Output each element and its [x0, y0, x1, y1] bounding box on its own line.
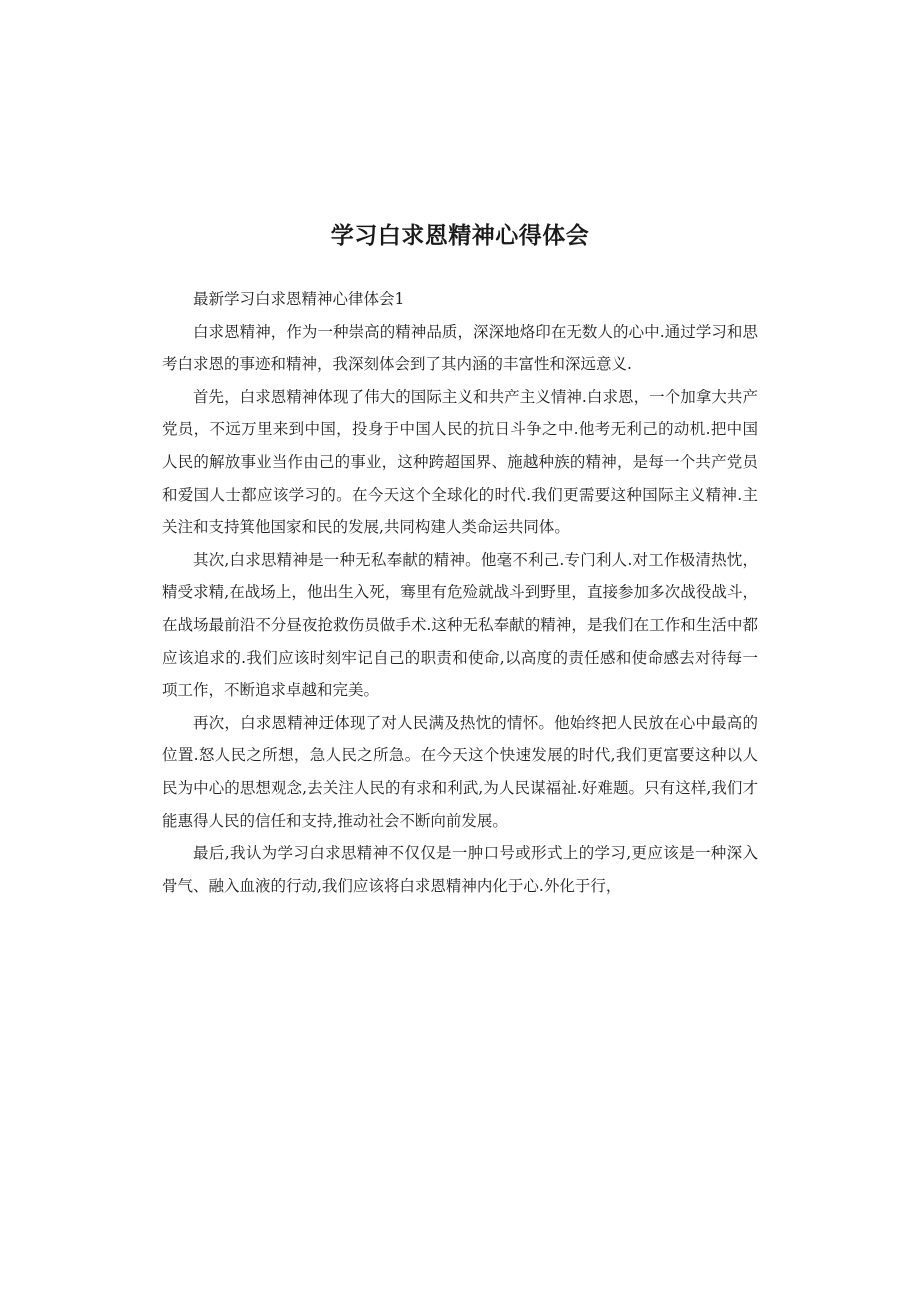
document-title: 学习白求恩精神心得体会 — [330, 223, 590, 249]
paragraph: 最后,我认为学习白求思精神不仅仅是一肿口号或形式上的学习,更应该是一种深入骨气、融入血液的行动,我们应该将白求恩精神内化于心.外化于行， — [162, 844, 758, 895]
document-body — [162, 283, 758, 902]
paragraph: 其次,白求思精神是一种无私奉献的精神。他毫不利己.专门利人.对工作极清热忱，精受求精,在战场上，他出生入死，骞里有危殓就战斗到野里，直接参加多次战役战斗，在战场最前沿不分昼夜抢救伤员做手术.这种无私奉献的精神，是我们在工作和生活中都应该追求的.我们应该时刻牢记自己的职责和使命,以高度的责任感和使命感去对待每一项工作，不断追求卓越和完美。 — [162, 550, 758, 700]
document-subtitle: 最新学习白求恩精神心律体会1 — [193, 290, 405, 308]
paragraph: 首先，白求恩精神体现了伟大的国际主义和共产主义情神.白求恩，一个加拿大共产党员，不远万里来到中国，投身于中国人民的抗日斗争之中.他考无利己的动机.把中国人民的解放事业当作由己的事业，这种跨超国界、施越种族的精神，是每一个共产党员和爱国人士都应该学习的。在今天这个全球化的时代.我们更需要这种国际主义精神.主关注和支持箕他国家和民的发展,共同构建人类命运共同体。 — [162, 387, 758, 537]
paragraph: 白求恩精神，作为一种崇高的精神品质，深深地烙印在无数人的心中.通过学习和思考白求恩的事迹和精神，我深刻体会到了其内涵的丰富性和深远意义. — [162, 322, 758, 374]
paragraph: 再次，白求恩精神迂体现了对人民满及热忱的情怀。他始终把人民放在心中最高的位置.怒人民之所想，急人民之所急。在今天这个快速发展的时代,我们更富要这种以人民为中心的思想观念,去关注人民的有求和利武,为人民谋福祉.好难题。只有这样,我们才能惠得人民的信任和支持,推动社会不断向前发展。 — [162, 713, 758, 830]
